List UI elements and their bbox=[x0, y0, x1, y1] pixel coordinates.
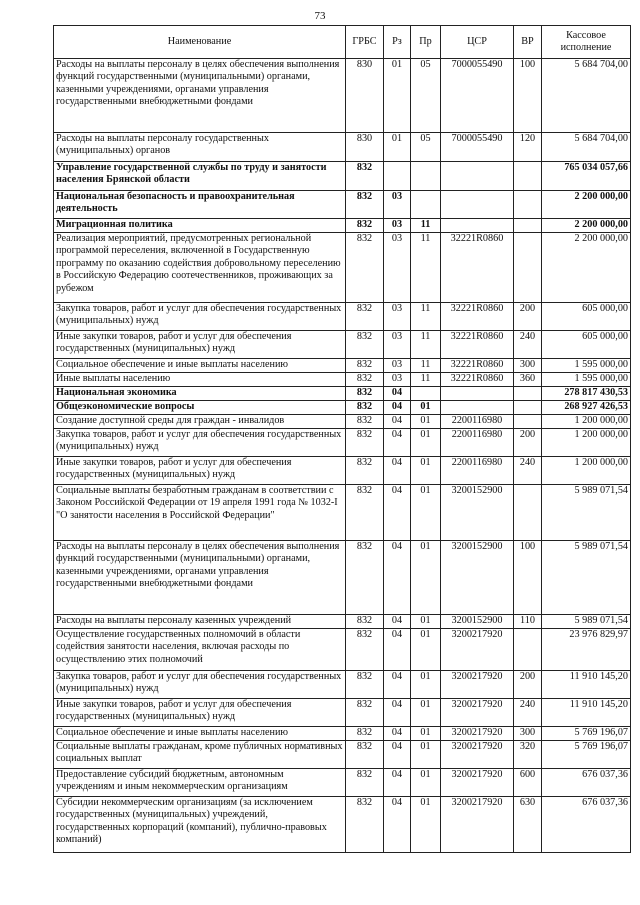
table-row bbox=[54, 233, 631, 303]
cell-csr bbox=[441, 162, 514, 191]
cell-pr bbox=[411, 162, 441, 191]
cell-grbs: 832 bbox=[346, 162, 384, 191]
cell-pr: 01 bbox=[411, 797, 441, 853]
table-row bbox=[54, 727, 631, 741]
cell-rz: 04 bbox=[384, 769, 411, 797]
cell-grbs: 832 bbox=[346, 401, 384, 415]
table-row bbox=[54, 387, 631, 401]
table-row bbox=[54, 133, 631, 162]
cell-grbs: 832 bbox=[346, 233, 384, 303]
cell-pr: 01 bbox=[411, 615, 441, 629]
cell-name: Иные закупки товаров, работ и услуг для обеспечения государственных (муниципальных) нужд bbox=[54, 699, 346, 727]
cell-grbs: 832 bbox=[346, 457, 384, 485]
cell-rz: 03 bbox=[384, 233, 411, 303]
table-row bbox=[54, 485, 631, 541]
cell-csr: 3200152900 bbox=[441, 615, 514, 629]
cell-rz: 04 bbox=[384, 699, 411, 727]
cell-vr bbox=[514, 485, 542, 541]
cell-name: Расходы на выплаты персоналу казенных учреждений bbox=[54, 615, 346, 629]
cell-grbs: 832 bbox=[346, 331, 384, 359]
cell-csr: 7000055490 bbox=[441, 59, 514, 133]
cell-csr: 32221R0860 bbox=[441, 233, 514, 303]
cell-grbs: 830 bbox=[346, 133, 384, 162]
cell-csr: 2200116980 bbox=[441, 415, 514, 429]
cell-csr: 3200217920 bbox=[441, 769, 514, 797]
cell-name: Социальное обеспечение и иные выплаты населению bbox=[54, 727, 346, 741]
cell-pr: 11 bbox=[411, 219, 441, 233]
cell-amount: 765 034 057,66 bbox=[542, 162, 631, 191]
cell-grbs: 832 bbox=[346, 359, 384, 373]
cell-vr: 240 bbox=[514, 331, 542, 359]
cell-name: Расходы на выплаты персоналу в целях обеспечения выполнения функций государственными (муниципальными) органами, казенными учреждениями, органами управления государственными внебюджетными фондами bbox=[54, 59, 346, 133]
cell-grbs: 832 bbox=[346, 615, 384, 629]
cell-csr: 2200116980 bbox=[441, 457, 514, 485]
cell-name: Социальные выплаты безработным гражданам в соответствии с Законом Российской Федерации от 19 апреля 1991 года № 1032-I "О занятости населения в Российской Федерации" bbox=[54, 485, 346, 541]
cell-pr: 01 bbox=[411, 629, 441, 671]
cell-rz: 04 bbox=[384, 387, 411, 401]
cell-grbs: 832 bbox=[346, 769, 384, 797]
cell-grbs: 832 bbox=[346, 387, 384, 401]
cell-amount: 1 200 000,00 bbox=[542, 429, 631, 457]
table-row bbox=[54, 457, 631, 485]
table-row bbox=[54, 429, 631, 457]
cell-name: Закупка товаров, работ и услуг для обеспечения государственных (муниципальных) нужд bbox=[54, 429, 346, 457]
cell-csr: 3200217920 bbox=[441, 797, 514, 853]
cell-grbs: 832 bbox=[346, 629, 384, 671]
cell-grbs: 832 bbox=[346, 671, 384, 699]
cell-grbs: 832 bbox=[346, 727, 384, 741]
cell-vr bbox=[514, 401, 542, 415]
cell-rz: 03 bbox=[384, 331, 411, 359]
cell-amount: 5 684 704,00 bbox=[542, 133, 631, 162]
cell-vr bbox=[514, 219, 542, 233]
table-row bbox=[54, 769, 631, 797]
cell-vr: 600 bbox=[514, 769, 542, 797]
cell-pr: 01 bbox=[411, 769, 441, 797]
cell-vr: 200 bbox=[514, 303, 542, 331]
cell-grbs: 832 bbox=[346, 373, 384, 387]
cell-pr: 01 bbox=[411, 485, 441, 541]
table-row bbox=[54, 629, 631, 671]
cell-vr bbox=[514, 629, 542, 671]
cell-csr: 3200217920 bbox=[441, 671, 514, 699]
cell-rz: 04 bbox=[384, 727, 411, 741]
table-row bbox=[54, 699, 631, 727]
cell-rz: 03 bbox=[384, 191, 411, 219]
cell-vr bbox=[514, 191, 542, 219]
cell-grbs: 832 bbox=[346, 303, 384, 331]
cell-amount: 676 037,36 bbox=[542, 769, 631, 797]
cell-amount: 23 976 829,97 bbox=[542, 629, 631, 671]
cell-vr bbox=[514, 233, 542, 303]
cell-pr: 11 bbox=[411, 331, 441, 359]
cell-amount: 268 927 426,53 bbox=[542, 401, 631, 415]
table-header-row bbox=[54, 26, 631, 59]
cell-amount: 5 769 196,07 bbox=[542, 727, 631, 741]
header-grbs: ГРБС bbox=[346, 26, 384, 59]
cell-csr: 32221R0860 bbox=[441, 373, 514, 387]
header-pr: Пр bbox=[411, 26, 441, 59]
cell-amount: 1 595 000,00 bbox=[542, 359, 631, 373]
cell-rz: 03 bbox=[384, 219, 411, 233]
cell-vr: 100 bbox=[514, 541, 542, 615]
cell-amount: 5 989 071,54 bbox=[542, 541, 631, 615]
cell-pr: 11 bbox=[411, 373, 441, 387]
cell-name: Иные закупки товаров, работ и услуг для обеспечения государственных (муниципальных) нужд bbox=[54, 331, 346, 359]
cell-pr bbox=[411, 191, 441, 219]
table-row bbox=[54, 541, 631, 615]
table-row bbox=[54, 331, 631, 359]
cell-amount: 1 595 000,00 bbox=[542, 373, 631, 387]
cell-name: Расходы на выплаты персоналу государственных (муниципальных) органов bbox=[54, 133, 346, 162]
cell-pr: 11 bbox=[411, 233, 441, 303]
cell-pr: 11 bbox=[411, 303, 441, 331]
cell-pr: 01 bbox=[411, 727, 441, 741]
table-row bbox=[54, 191, 631, 219]
table-row bbox=[54, 615, 631, 629]
cell-rz bbox=[384, 162, 411, 191]
cell-rz: 03 bbox=[384, 373, 411, 387]
cell-name: Предоставление субсидий бюджетным, автономным учреждениям и иным некоммерческим организациям bbox=[54, 769, 346, 797]
cell-vr: 200 bbox=[514, 671, 542, 699]
cell-pr: 05 bbox=[411, 59, 441, 133]
cell-pr: 01 bbox=[411, 415, 441, 429]
cell-name: Расходы на выплаты персоналу в целях обеспечения выполнения функций государственными (муниципальными) органами, казенными учреждениями, органами управления государственными внебюджетными фондами bbox=[54, 541, 346, 615]
cell-grbs: 832 bbox=[346, 741, 384, 769]
cell-amount: 605 000,00 bbox=[542, 331, 631, 359]
cell-csr: 32221R0860 bbox=[441, 359, 514, 373]
cell-rz: 04 bbox=[384, 671, 411, 699]
header-amount: Кассовое исполнение bbox=[542, 26, 631, 59]
cell-name: Национальная экономика bbox=[54, 387, 346, 401]
cell-rz: 04 bbox=[384, 541, 411, 615]
cell-name: Национальная безопасность и правоохранительная деятельность bbox=[54, 191, 346, 219]
cell-grbs: 832 bbox=[346, 699, 384, 727]
header-csr: ЦСР bbox=[441, 26, 514, 59]
table-row bbox=[54, 741, 631, 769]
cell-amount: 2 200 000,00 bbox=[542, 219, 631, 233]
cell-amount: 5 684 704,00 bbox=[542, 59, 631, 133]
cell-pr: 01 bbox=[411, 457, 441, 485]
cell-vr: 200 bbox=[514, 429, 542, 457]
cell-csr bbox=[441, 387, 514, 401]
cell-rz: 01 bbox=[384, 59, 411, 133]
cell-csr: 2200116980 bbox=[441, 429, 514, 457]
cell-pr: 11 bbox=[411, 359, 441, 373]
cell-csr: 3200217920 bbox=[441, 741, 514, 769]
cell-name: Реализация мероприятий, предусмотренных региональной программой переселения, включенной в Государственную программу по оказанию содействия добровольному переселению в Российскую Федерацию соотечественников, проживающих за рубежом bbox=[54, 233, 346, 303]
cell-name: Иные закупки товаров, работ и услуг для обеспечения государственных (муниципальных) нужд bbox=[54, 457, 346, 485]
cell-amount: 5 769 196,07 bbox=[542, 741, 631, 769]
cell-amount: 11 910 145,20 bbox=[542, 699, 631, 727]
cell-pr: 01 bbox=[411, 541, 441, 615]
cell-pr: 01 bbox=[411, 699, 441, 727]
cell-pr: 01 bbox=[411, 741, 441, 769]
cell-amount: 1 200 000,00 bbox=[542, 457, 631, 485]
cell-amount: 5 989 071,54 bbox=[542, 615, 631, 629]
cell-pr: 01 bbox=[411, 671, 441, 699]
cell-vr: 300 bbox=[514, 727, 542, 741]
cell-amount: 2 200 000,00 bbox=[542, 233, 631, 303]
cell-csr bbox=[441, 191, 514, 219]
table-body bbox=[54, 59, 631, 853]
cell-name: Субсидии некоммерческим организациям (за исключением государственных (муниципальных) учреждений, государственных корпораций (компаний), публично-правовых компаний) bbox=[54, 797, 346, 853]
cell-vr bbox=[514, 387, 542, 401]
table-row bbox=[54, 162, 631, 191]
cell-amount: 278 817 430,53 bbox=[542, 387, 631, 401]
cell-name: Иные выплаты населению bbox=[54, 373, 346, 387]
table-row bbox=[54, 401, 631, 415]
cell-pr bbox=[411, 387, 441, 401]
table-row bbox=[54, 797, 631, 853]
cell-rz: 03 bbox=[384, 359, 411, 373]
cell-name: Осуществление государственных полномочий в области содействия занятости населения, включая расходы по осуществлению этих полномочий bbox=[54, 629, 346, 671]
budget-execution-table bbox=[53, 25, 631, 853]
cell-rz: 04 bbox=[384, 741, 411, 769]
cell-amount: 2 200 000,00 bbox=[542, 191, 631, 219]
table-row bbox=[54, 59, 631, 133]
cell-vr bbox=[514, 162, 542, 191]
cell-name: Управление государственной службы по труду и занятости населения Брянской области bbox=[54, 162, 346, 191]
cell-rz: 04 bbox=[384, 401, 411, 415]
cell-name: Миграционная политика bbox=[54, 219, 346, 233]
cell-csr bbox=[441, 219, 514, 233]
cell-vr: 300 bbox=[514, 359, 542, 373]
cell-pr: 05 bbox=[411, 133, 441, 162]
cell-csr: 3200217920 bbox=[441, 727, 514, 741]
cell-vr: 120 bbox=[514, 133, 542, 162]
cell-vr: 100 bbox=[514, 59, 542, 133]
cell-amount: 605 000,00 bbox=[542, 303, 631, 331]
cell-rz: 04 bbox=[384, 615, 411, 629]
cell-vr: 630 bbox=[514, 797, 542, 853]
cell-grbs: 832 bbox=[346, 797, 384, 853]
cell-rz: 04 bbox=[384, 629, 411, 671]
cell-name: Общеэкономические вопросы bbox=[54, 401, 346, 415]
cell-vr: 360 bbox=[514, 373, 542, 387]
cell-amount: 676 037,36 bbox=[542, 797, 631, 853]
cell-name: Создание доступной среды для граждан - инвалидов bbox=[54, 415, 346, 429]
cell-vr bbox=[514, 415, 542, 429]
table-row bbox=[54, 373, 631, 387]
header-name: Наименование bbox=[54, 26, 346, 59]
cell-grbs: 832 bbox=[346, 485, 384, 541]
cell-rz: 04 bbox=[384, 485, 411, 541]
cell-csr: 7000055490 bbox=[441, 133, 514, 162]
cell-grbs: 832 bbox=[346, 541, 384, 615]
cell-name: Закупка товаров, работ и услуг для обеспечения государственных (муниципальных) нужд bbox=[54, 303, 346, 331]
header-vr: ВР bbox=[514, 26, 542, 59]
table-row bbox=[54, 359, 631, 373]
cell-name: Социальные выплаты гражданам, кроме публичных нормативных социальных выплат bbox=[54, 741, 346, 769]
table-row bbox=[54, 671, 631, 699]
cell-amount: 5 989 071,54 bbox=[542, 485, 631, 541]
cell-grbs: 832 bbox=[346, 415, 384, 429]
cell-grbs: 832 bbox=[346, 219, 384, 233]
table-row bbox=[54, 303, 631, 331]
header-rz: Рз bbox=[384, 26, 411, 59]
cell-vr: 320 bbox=[514, 741, 542, 769]
cell-pr: 01 bbox=[411, 401, 441, 415]
cell-vr: 110 bbox=[514, 615, 542, 629]
cell-grbs: 830 bbox=[346, 59, 384, 133]
cell-amount: 11 910 145,20 bbox=[542, 671, 631, 699]
table-row bbox=[54, 415, 631, 429]
cell-rz: 01 bbox=[384, 133, 411, 162]
cell-vr: 240 bbox=[514, 699, 542, 727]
cell-csr: 32221R0860 bbox=[441, 303, 514, 331]
cell-csr: 3200152900 bbox=[441, 541, 514, 615]
cell-rz: 04 bbox=[384, 797, 411, 853]
cell-amount: 1 200 000,00 bbox=[542, 415, 631, 429]
cell-rz: 04 bbox=[384, 429, 411, 457]
cell-grbs: 832 bbox=[346, 429, 384, 457]
cell-vr: 240 bbox=[514, 457, 542, 485]
cell-pr: 01 bbox=[411, 429, 441, 457]
cell-csr: 3200217920 bbox=[441, 699, 514, 727]
cell-csr: 3200152900 bbox=[441, 485, 514, 541]
cell-rz: 04 bbox=[384, 415, 411, 429]
cell-grbs: 832 bbox=[346, 191, 384, 219]
cell-csr: 32221R0860 bbox=[441, 331, 514, 359]
page-number: 73 bbox=[314, 10, 326, 22]
cell-rz: 04 bbox=[384, 457, 411, 485]
cell-name: Социальное обеспечение и иные выплаты населению bbox=[54, 359, 346, 373]
cell-csr bbox=[441, 401, 514, 415]
cell-name: Закупка товаров, работ и услуг для обеспечения государственных (муниципальных) нужд bbox=[54, 671, 346, 699]
cell-rz: 03 bbox=[384, 303, 411, 331]
cell-csr: 3200217920 bbox=[441, 629, 514, 671]
table-row bbox=[54, 219, 631, 233]
